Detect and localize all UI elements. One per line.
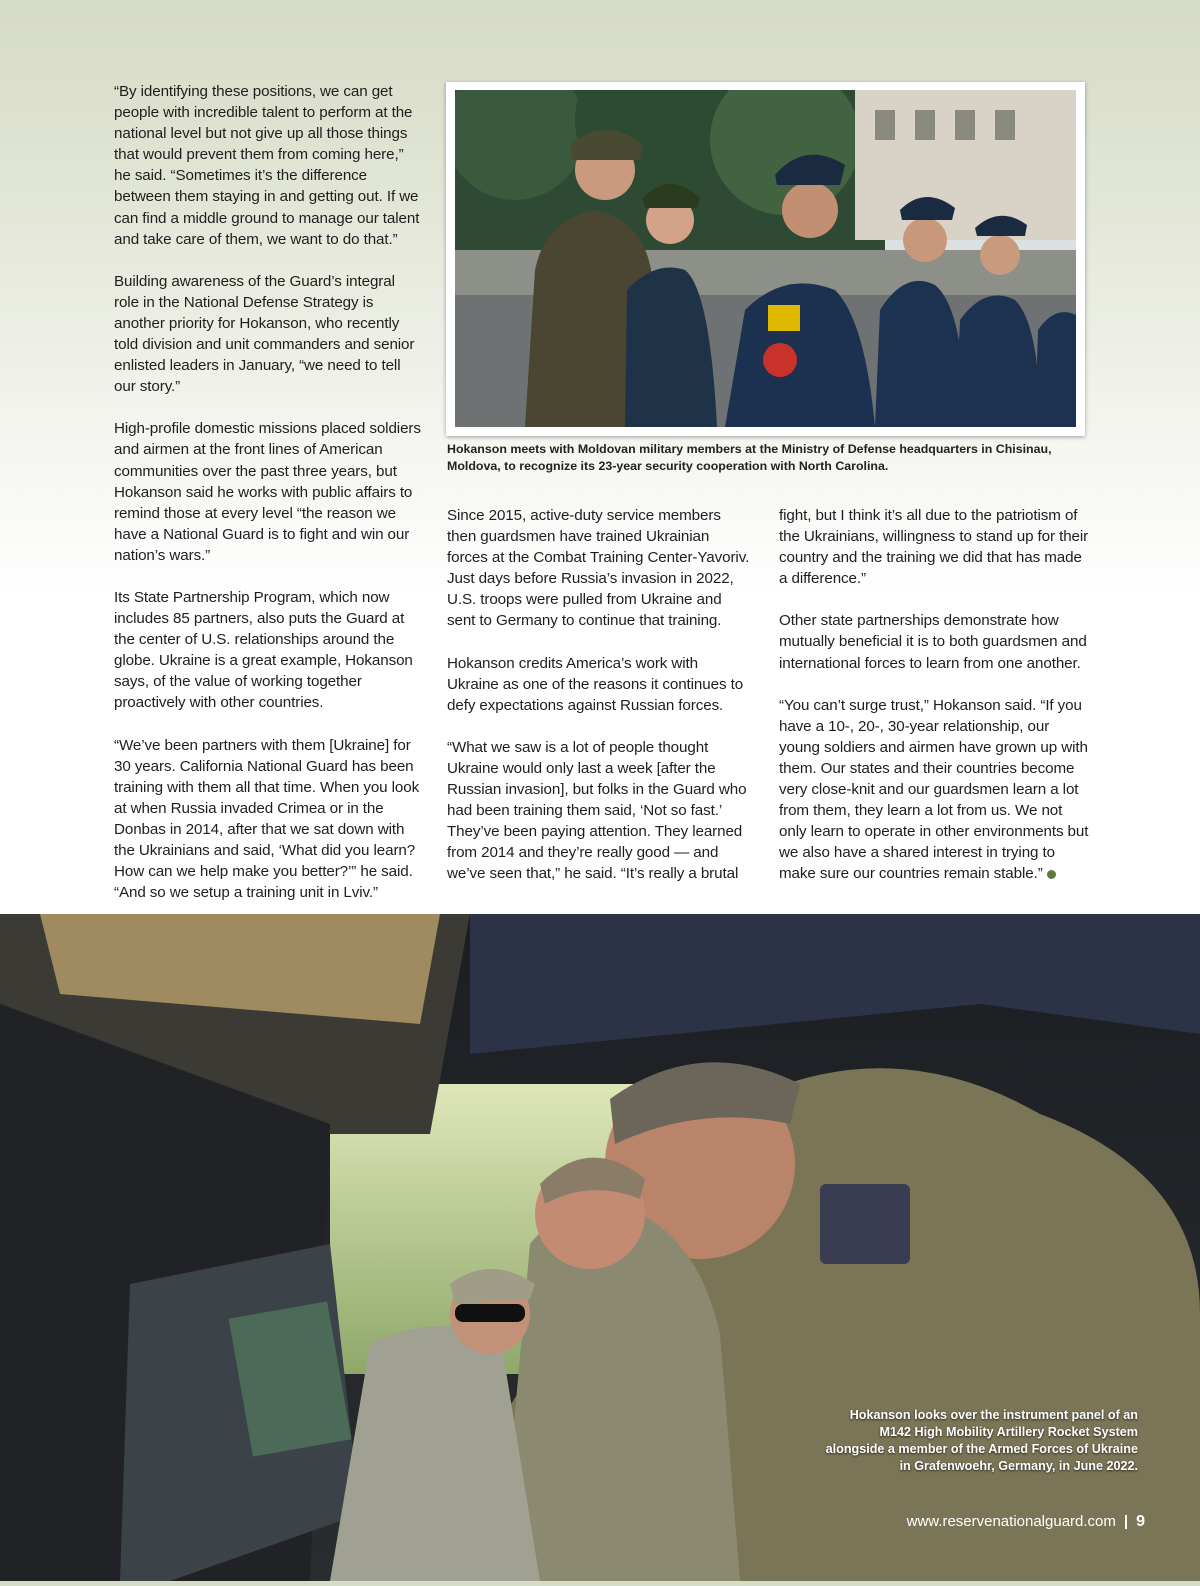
paragraph: Other state partnerships demonstrate how mutually beneficial it is to both guardsmen and international forces to learn from one another. <box>779 612 1087 672</box>
article-column-3 <box>779 505 1089 906</box>
website-url: www.reservenationalguard.com <box>906 1513 1116 1530</box>
moldova-photo-image <box>455 90 1076 427</box>
paragraph: Hokanson credits America’s work with Ukraine as one of the reasons it continues to defy expectations against Russian forces. <box>447 654 744 714</box>
paragraph: High-profile domestic missions placed soldiers and airmen at the front lines of American communities over the past three years, but Hokanson said he works with public affairs to remind those at every level “the reason we have a National Guard is to fight and win our nation’s wars.” <box>114 420 421 564</box>
article-column-1 <box>114 81 422 924</box>
paragraph: “By identifying these positions, we can get people with incredible talent to perform at the national level but not give up all those things that would prevent them from coming here,” he said. “Sometimes it’s the difference between them staying in and getting out. If we can find a middle ground to manage our talent and take care of them, we want to do that.” <box>114 83 420 248</box>
photo-caption-top: Hokanson meets with Moldovan military members at the Ministry of Defense headquarters in Chisinau, Moldova, to recognize its 23-year security cooperation with North Carolina. <box>447 442 1052 473</box>
himars-photo-image <box>0 914 1200 1581</box>
end-of-article-mark <box>1047 870 1056 879</box>
moldova-photo <box>446 82 1085 436</box>
page-number: 9 <box>1136 1513 1145 1530</box>
paragraph: Its State Partnership Program, which now includes 85 partners, also puts the Guard at the center of U.S. relationships around the globe. Ukraine is a great example, Hokanson says, of the value of working together proactively with other countries. <box>114 588 413 712</box>
paragraph: Since 2015, active-duty service members then guardsmen have trained Ukrainian forces at the Combat Training Center-Yavoriv. Just days before Russia’s invasion in 2022, U.S. troops were pulled from Ukraine and sent to Germany to continue that training. <box>447 507 750 630</box>
himars-photo <box>0 914 1200 1581</box>
paragraph: Building awareness of the Guard’s integral role in the National Defense Strategy is another priority for Hokanson, who recently told division and unit commanders and senior enlisted leaders in January, “we need to tell our story.” <box>114 272 415 396</box>
paragraph-text: “You can’t surge trust,” Hokanson said. “If you have a 10-, 20-, 30-year relationship, our young soldiers and airmen have grown up with them. Our states and their countries become very close-knit and our guardsmen learn a lot from them, they learn a lot from us. We not only learn to operate in other environments but we also have a shared interest in trying to make sure our countries remain stable.” <box>779 696 1089 883</box>
page-footer <box>907 1513 1145 1531</box>
article-column-2 <box>447 505 753 906</box>
paragraph: “What we saw is a lot of people thought Ukraine would only last a week [after the Russian invasion], but folks in the Guard who had been training them said, ‘Not so fast.’ They’ve been paying attention. They learned from 2014 and they’re really good — and we’ve seen that,” he said. “It’s really a brutal <box>447 738 747 883</box>
paragraph: “We’ve been partners with them [Ukraine] for 30 years. California National Guard has been training with them all that time. When you look at when Russia invaded Crimea or in the Donbas in 2014, after that we sat down with the Ukrainians and said, ‘What did you learn? How can we help make you better?’” he said. “And so we setup a training unit in Lviv.” <box>114 736 420 902</box>
footer-separator: | <box>1123 1513 1129 1530</box>
paragraph: fight, but I think it’s all due to the patriotism of the Ukrainians, willingness to stand up for their country and the training we did that has made a difference.” <box>779 507 1089 588</box>
photo-caption-bottom: Hokanson looks over the instrument panel of an M142 High Mobility Artillery Rocket System alongside a member of the Armed Forces of Ukraine in Grafenwoehr, Germany, in June 2022. <box>825 1408 1138 1473</box>
paragraph <box>779 695 1089 885</box>
